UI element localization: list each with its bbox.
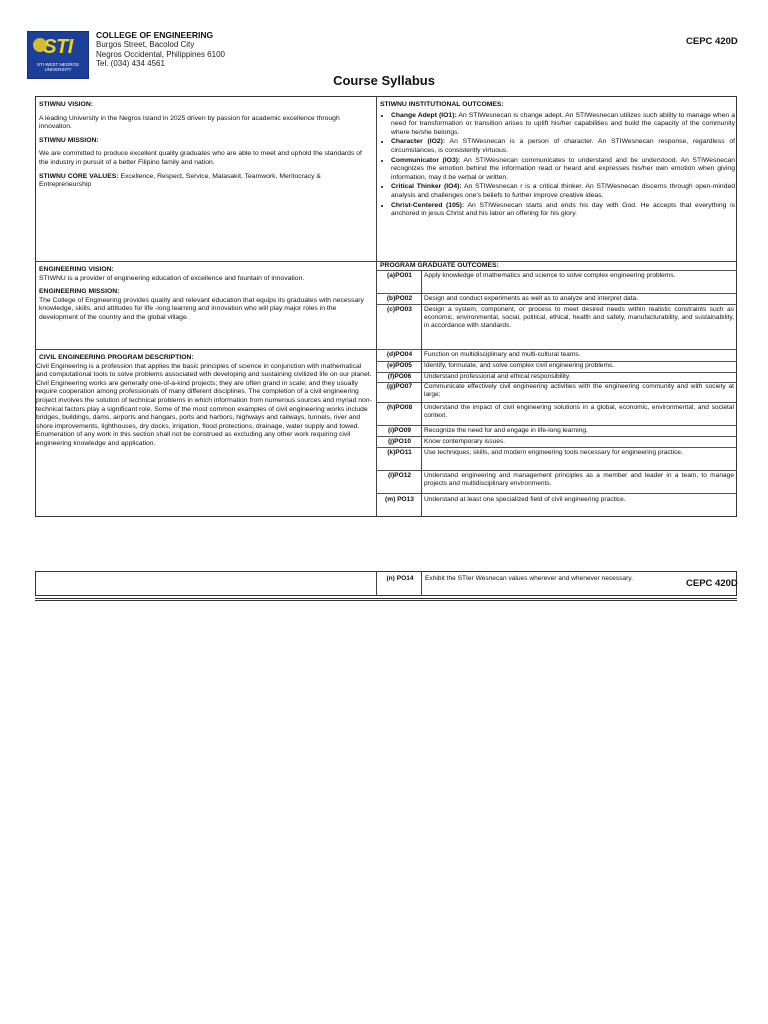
ce-text: Civil Engineering is a profession that applies the basic principles of science in conjunction with mathematical and computational tools to solve problems associated with developing and sustaining civilized life on our planet. Civil Engineering works are generally one-of-a-kind projects; they are often grand in scale; and they usually require cooperation among professionals of many different disciplines. The completion of a civil engineering project involves the solution of technical problems in which information from numerous sources and myriad non- technical factors play a significant role. Some of the most common examples of civil engineering works include bridges, buildings, dams, airports and hangars, ports and harbors, highways and railways, tunnels, river and shore improvements, lighthouses, dry docks, irrigation, flood protections, drainage, water supply and towed. Enumeration of any work in this section shall not be construed as excluding any other work requiring civil engineering knowledge and application. [36, 362, 372, 447]
po-text: Understand professional and ethical responsibility. [424, 373, 571, 380]
po-text: Recognize the need for and engage in life-long learning. [424, 427, 588, 434]
logo-text: STI [43, 36, 73, 58]
double-rule-top [35, 598, 737, 599]
row-rule [376, 447, 737, 448]
address-line-2: Negros Occidental, Philippines 6100 [96, 49, 225, 59]
vision-text: A leading University in the Negros Island in 2025 driven by passion for academic excellence through innovation. [39, 114, 340, 131]
list-item [391, 138, 735, 155]
college-name: COLLEGE OF ENGINEERING [96, 30, 214, 40]
mission-text: We are committed to produce excellent quality graduates who are able to meet and uphold the standards of the industry in pursuit of a better Filipino family and nation. [39, 150, 362, 166]
core-values [39, 173, 373, 190]
po-code: (n) PO14 [386, 575, 414, 582]
po-text: Communicate effectively civil engineering activities with the engineering community and with society at large; [424, 383, 734, 398]
io-text: An STIWesnecan is change adept. An STIWesnecan utilizes such ability to manage when a need for transformation or transition arises to uplift his/her capabilities and build the capacity of the community where he/she belongs. [391, 111, 735, 136]
row-rule [376, 493, 737, 494]
list-item [391, 157, 735, 183]
po-code: (j)PO10 [387, 438, 412, 445]
double-rule-bottom [35, 600, 737, 601]
bottom-column-divider [376, 571, 377, 596]
row-rule [376, 425, 737, 426]
list-item [391, 183, 735, 200]
po-text: Know contemporary issues. [424, 438, 505, 445]
row-divider-2 [35, 349, 377, 350]
page-title: Course Syllabus [333, 73, 435, 88]
address-line-3: Tel. (034) 434 4561 [96, 59, 165, 68]
po-text: Identify, formulate, and solve complex civil engineering problems. [424, 362, 615, 369]
row-rule [376, 436, 737, 437]
row-rule [376, 349, 737, 350]
po-code: (l)PO12 [387, 472, 412, 479]
course-code: CEPC 420D [686, 36, 738, 47]
row-rule [376, 293, 737, 294]
po-code: (m) PO13 [385, 496, 414, 503]
engineering-vision-mission [39, 266, 373, 323]
address-line-1: Burgos Street, Bacolod City [96, 40, 195, 49]
io-heading: STIWNU INSTITUTIONAL OUTCOMES: [380, 101, 504, 108]
po-text: Design a system, component, or process to meet desired needs within realistic constraints such as economic, environmental, social, political, ethical, health and safety, manufacturability, and sustainability, in accordance with standards. [424, 306, 734, 329]
io-label: Christ-Centered (105): [391, 201, 465, 209]
io-text: An STIWesnecan starts and ends his day with God. He accepts that everything is anchored in jesus Christ and his labor an offering for his glory. [391, 201, 735, 218]
vision-heading: STIWNU VISION: [39, 101, 93, 108]
list-item [391, 112, 735, 138]
eng-mission-heading: ENGINEERING MISSION: [39, 288, 120, 296]
po-text: Apply knowledge of mathematics and science to solve complex engineering problems. [424, 272, 676, 279]
io-label: Character (IO2): [391, 138, 446, 146]
po-text: Design and conduct experiments as well as to analyze and interpret data. [424, 295, 639, 302]
bottom-code-divider [421, 571, 422, 596]
po-code: (g)PO07 [386, 383, 413, 390]
po-text: Understand engineering and management principles as a member and leader in a team, to manage projects and multidisciplinary environments. [424, 472, 734, 487]
io-label: Change Adept (IO1): [391, 111, 457, 119]
pgo-heading-rule [376, 270, 737, 271]
row-rule [376, 402, 737, 403]
core-values-text: Excellence, Respect, Service, Malasakit, Teamwork, Meritocracy & Entrepreneurship [39, 172, 321, 189]
io-list [380, 112, 735, 219]
po-code: (f)PO06 [387, 373, 412, 380]
io-label: Communicator (IO3): [391, 156, 461, 164]
po-code: (h)PO08 [386, 404, 413, 411]
university-vision-mission [39, 101, 373, 195]
row-rule [376, 470, 737, 471]
sti-logo [27, 31, 89, 79]
ce-heading: CIVIL ENGINEERING PROGRAM DESCRIPTION: [39, 354, 194, 361]
io-text: An STIWesnecan communicates to understand and be understood. An STIWesnecan recognizes the emotion behind the information read or heard and expresses his/her own emotion when giving information, may it be verbal or written. [391, 156, 735, 181]
io-text: An STIWesnecan is a person of character. An STIWesnecan response, regardless of circumstances, is consistently virtuous. [391, 138, 735, 154]
core-values-label: STIWNU CORE VALUES: [39, 172, 119, 180]
po-code: (i)PO09 [387, 427, 412, 434]
po-text: Function on multidisciplinary and multi-cultural teams. [424, 351, 581, 358]
po-code: (c)PO03 [387, 306, 412, 313]
course-code-bottom: CEPC 420D [686, 578, 738, 589]
eng-mission-text: The College of Engineering provides quality and relevant education that equips its graduates with necessary knowledge, skills, and attitudes for life -long learning and innovation who will play major roles in the development of the country and the global village. [39, 296, 364, 321]
po-code: (k)PO11 [387, 449, 412, 456]
eng-vision-heading: ENGINEERING VISION: [39, 266, 114, 273]
po-code: (b)PO02 [386, 295, 413, 302]
pgo-code-divider [421, 270, 422, 517]
institutional-outcomes [380, 101, 735, 220]
po-text: Use techniques, skills, and modern engineering tools necessary for engineering practice. [424, 449, 683, 456]
row-rule [376, 304, 737, 305]
pgo-heading: PROGRAM GRADUATE OUTCOMES: [380, 262, 499, 269]
mission-heading: STIWNU MISSION: [39, 136, 99, 144]
po-text: Understand at least one specialized field of civil engineering practice. [424, 496, 626, 503]
io-label: Critical Thinker (IO4): [391, 183, 462, 191]
po-text: Understand the impact of civil engineering solutions in a global, economic, environmental, and societal context. [424, 404, 734, 419]
po-text: Exhibit the STIer Wesnecan values wherever and whenever necessary. [425, 575, 633, 582]
po-code: (e)PO05 [387, 362, 412, 369]
list-item [391, 202, 735, 219]
eng-vision-text: STIWNU is a provider of engineering education of excellence and fountain of innovation. [39, 274, 305, 282]
io-text: An STIWesnecan r is a critical thinker. An STIWesnecan discerns through open-minded analysis and challenges one's beliefs to further improve creative ideas. [391, 183, 735, 199]
po-code: (a)PO01 [387, 272, 412, 279]
ce-program-description [36, 354, 373, 449]
po-code: (d)PO04 [386, 351, 413, 358]
logo-subtext: STI WEST NEGROS UNIVERSITY [37, 62, 79, 72]
column-divider [376, 96, 377, 517]
